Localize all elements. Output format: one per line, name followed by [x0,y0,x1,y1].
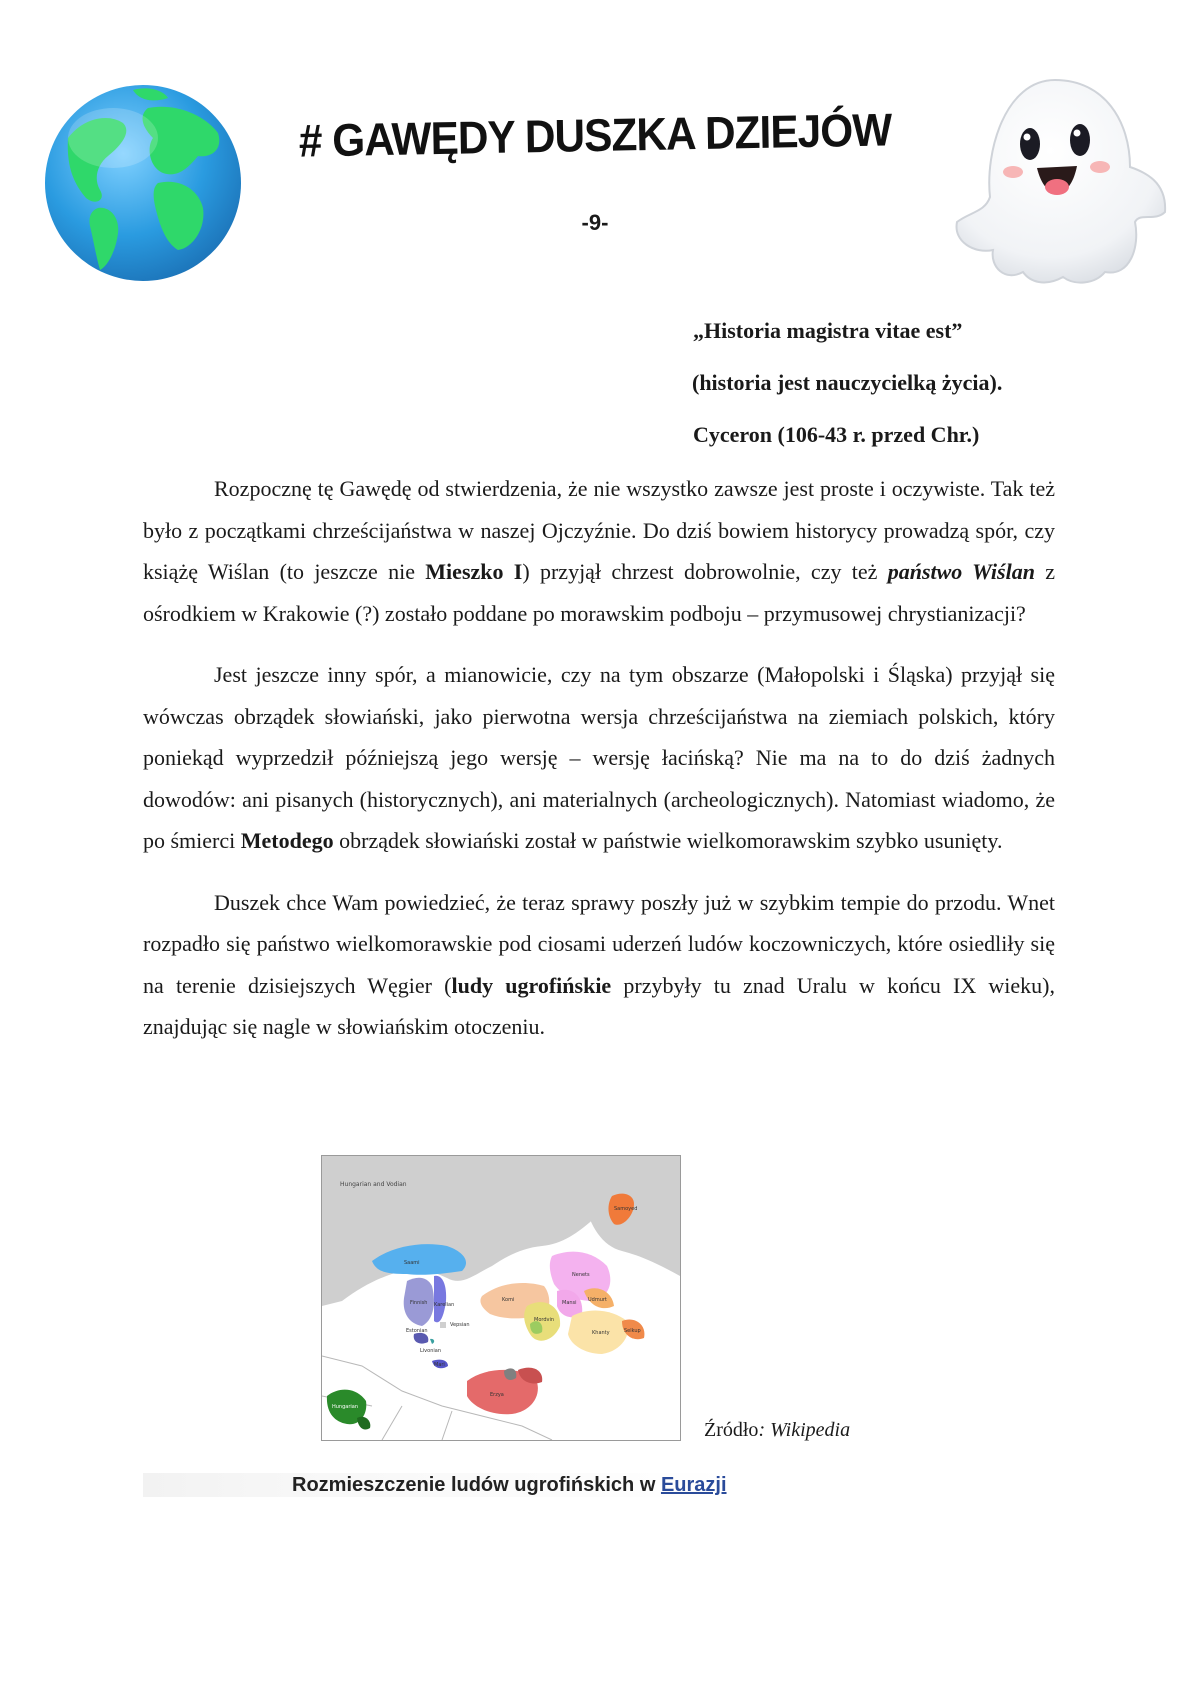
svg-text:Estonian: Estonian [406,1328,428,1334]
svg-text:Udmurt: Udmurt [588,1297,607,1303]
svg-text:Vepsian: Vepsian [450,1322,470,1328]
svg-text:Komi: Komi [502,1297,515,1303]
svg-text:Karelian: Karelian [434,1302,455,1308]
svg-text:Selkup: Selkup [624,1328,641,1334]
svg-text:Samoyed: Samoyed [614,1206,638,1212]
text-run: ) przyjął chrzest dobrowolnie, czy też [522,559,888,584]
text-run: z ośrodkiem w Krakowie (?) zostało poddane po morawskim podboju – przymusowej chrystianizacji? [143,559,1056,626]
page-title: # GAWĘDY DUSZKA DZIEJÓW [298,103,892,167]
svg-text:Nenets: Nenets [572,1272,590,1278]
svg-text:Mari: Mari [434,1362,445,1368]
svg-text:Mansi: Mansi [562,1300,577,1306]
svg-text:Mordvin: Mordvin [534,1317,555,1323]
svg-text:Hungarian: Hungarian [332,1404,359,1410]
header [0,103,1190,167]
page-number: -9- [581,210,609,235]
paragraph-2 [143,654,1055,862]
source-label: Źródło [704,1419,759,1441]
quote-author: Cyceron (106-43 r. przed Chr.) [693,422,980,447]
quote-line-2: (historia jest nauczycielką życia). [692,370,1003,395]
svg-text:Saami: Saami [404,1260,420,1266]
image-source [704,1419,850,1442]
ghost-icon [945,72,1175,287]
quote-line-1: „Historia magistra vitae est” [693,318,963,343]
caption-text: Rozmieszczenie ludów ugrofińskich w [292,1474,661,1496]
text-run: Rozpocznę tę Gawędę od stwierdzenia, że nie wszystko zawsze jest proste i oczywiste. Tak też było z początkami chrześcijaństwa w naszej Ojczyźnie. Do dziś bowiem historycy prowadzą spór, czy książę Wiślan (to jeszcze nie [143,476,1055,584]
svg-text:Khanty: Khanty [592,1330,610,1336]
map-legend-label: Hungarian and Vodian [340,1181,407,1188]
bold-name-metody: Metodego [240,828,334,853]
ugrofinnic-map-image [321,1155,681,1441]
svg-text:Finnish: Finnish [410,1300,428,1306]
text-run: obrządek słowiański został w państwie wielkomorawskim szybko usunięty. [333,828,1003,853]
paragraph-3 [143,882,1055,1048]
text-run: Duszek chce Wam powiedzieć, że teraz sprawy poszły już w szybkim tempie do przodu. Wnet rozpadło się państwo wielkomorawskie pod ciosami uderzeń ludów koczowniczych, które osiedliły się na terenie dzisiejszych Węgier ( [143,889,1055,998]
svg-text:Livonian: Livonian [420,1348,441,1354]
figure-caption [292,1474,727,1497]
bold-italic-wislan-state: państwo Wiślan [887,559,1035,584]
eurasia-link[interactable]: Eurazji [660,1474,727,1496]
paragraph-1 [143,468,1055,634]
text-run: Jest jeszcze inny spór, a mianowicie, czy na tym obszarze (Małopolski i Śląska) przyjął się wówczas obrządek słowiański, jako pierwotna wersja chrześcijaństwa na ziemiach polskich, który poniekąd wyprzedził późniejszą jego wersję – wersję łacińską? Nie ma na to do dziś żadnych dowodów: ani pisanych (historycznych), ani materialnych (archeologicznych). Natomiast wiadomo, że po śmierci [143,662,1055,853]
bold-name-mieszko: Mieszko I [425,559,523,584]
svg-text:Erzya: Erzya [490,1392,504,1398]
bold-ugrofinnic-peoples: ludy ugrofińskie [451,972,612,998]
source-value: : Wikipedia [758,1419,851,1441]
article-body [143,468,1055,1068]
text-run: przybyły tu znad Uralu w końcu IX wieku), znajdując się nagle w słowiańskim otoczeniu. [143,972,1055,1039]
